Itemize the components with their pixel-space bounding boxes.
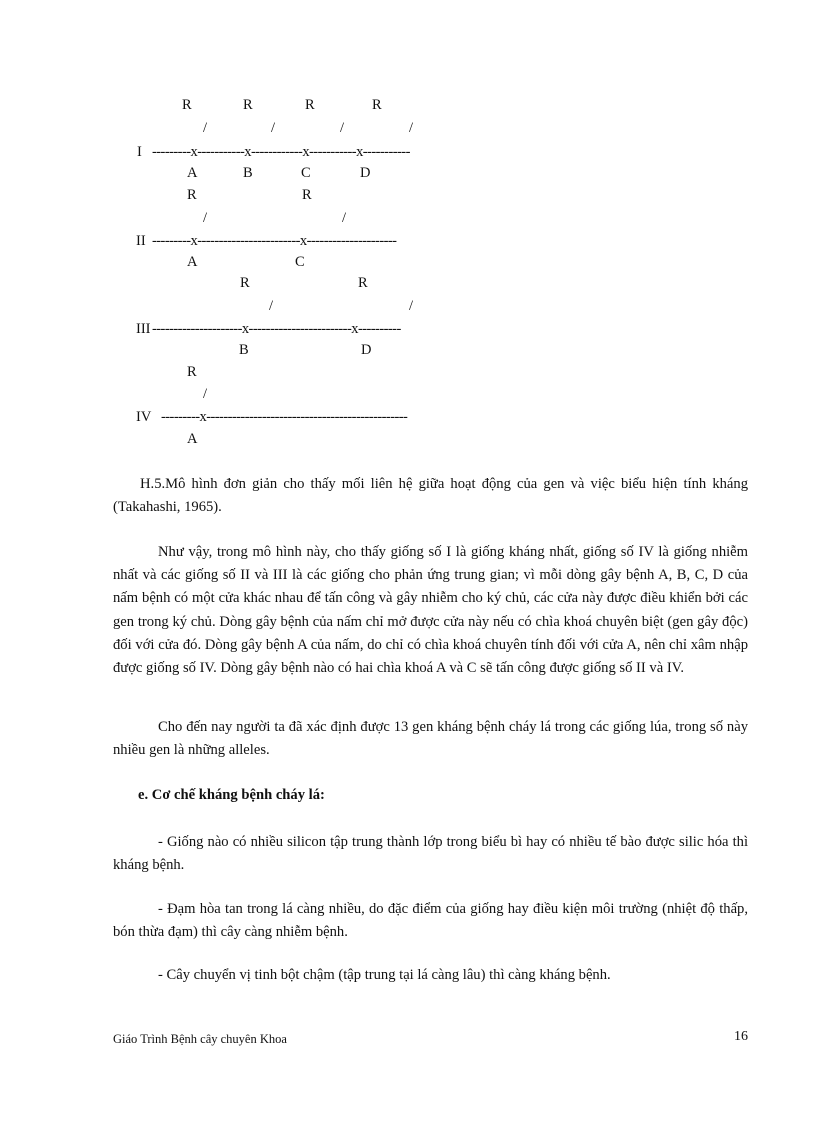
body-paragraph: Như vậy, trong mô hình này, cho thấy giống số I là giống kháng nhất, giống số IV là giống nhiễm nhất và các giống số II và III là các giống cho phản ứng trung gian; vì mỗi dòng gây bệnh A, B, C, D của nấm bệnh có một cửa khác nhau để tấn công và gây nhiễm cho ký chủ, các cửa này được điều khiển bởi các gen trong ký chủ. Dòng gây bệnh của nấm chỉ mở được cửa này nếu có chìa khoá chuyên biệt (gen gây độc) đối với cửa đó. Dòng gây bệnh A của nấm, do chỉ có chìa khoá chuyên tính đối với cửa A, nên chỉ xâm nhập được giống số IV. Dòng gây bệnh nào có hai chìa khoá A và C sẽ tấn công được giống số II và IV. [113,544,748,677]
gene-label: C [301,165,311,181]
gene-label: A [187,165,198,181]
list-item: - Đạm hòa tan trong lá càng nhiều, do đặc điểm của giống hay điều kiện môi trường (nhiệt độ thấp, bón thừa đạm) thì cây càng nhiễm bệnh. [113,901,748,941]
page-number: 16 [734,1029,748,1044]
slash-mark: / [409,298,414,314]
row-label: II [136,233,146,249]
resistance-mark: R [243,97,253,113]
list-item: - Cây chuyển vị tinh bột chậm (tập trung tại lá càng lâu) thì càng kháng bệnh. [158,967,611,983]
list-item: - Giống nào có nhiều silicon tập trung thành lớp trong biểu bì hay có nhiều tế bào được silic hóa thì kháng bệnh. [113,834,748,874]
resistance-mark: R [240,275,250,291]
chromosome-line: ---------------------x------------------------x---------- [152,321,401,337]
figure-caption: H.5.Mô hình đơn giản cho thấy mối liên hệ giữa hoạt động của gen và việc biểu hiện tính kháng (Takahashi, 1965). [113,476,748,516]
resistance-mark: R [182,97,192,113]
resistance-mark: R [305,97,315,113]
slash-mark: / [203,120,208,136]
slash-mark: / [203,210,208,226]
slash-mark: / [340,120,345,136]
body-paragraph: Cho đến nay người ta đã xác định được 13 gen kháng bệnh cháy lá trong các giống lúa, trong số này nhiều gen là những alleles. [113,719,748,759]
row-label: I [137,144,142,160]
row-label: III [136,321,151,337]
resistance-mark: R [187,187,197,203]
chromosome-line: ---------x----------------------------------------------- [161,409,408,425]
resistance-mark: R [187,364,197,380]
gene-label: D [360,165,371,181]
row-label: IV [136,409,152,425]
slash-mark: / [271,120,276,136]
section-heading: e. Cơ chế kháng bệnh cháy lá: [138,787,325,803]
gene-resistance-diagram [0,0,816,460]
gene-label: D [361,342,372,358]
slash-mark: / [269,298,274,314]
gene-label: B [239,342,249,358]
slash-mark: / [203,386,208,402]
slash-mark: / [342,210,347,226]
chromosome-line: ---------x-----------x------------x-----------x----------- [152,144,410,160]
gene-label: A [187,431,198,447]
slash-mark: / [409,120,414,136]
chromosome-line: ---------x------------------------x--------------------- [152,233,397,249]
gene-label: A [187,254,198,270]
resistance-mark: R [372,97,382,113]
resistance-mark: R [358,275,368,291]
resistance-mark: R [302,187,312,203]
footer-title: Giáo Trình Bệnh cây chuyên Khoa [113,1032,287,1046]
gene-label: B [243,165,253,181]
gene-label: C [295,254,305,270]
